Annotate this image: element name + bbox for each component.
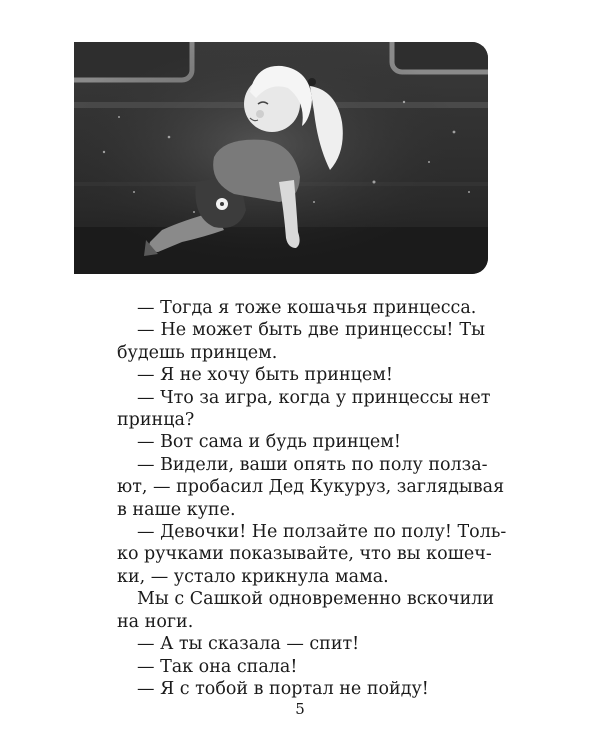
text-line: — Я не хочу быть принцем! (137, 365, 393, 386)
text-line: ют, — пробасил Дед Кукуруз, заглядывая (117, 477, 505, 498)
page-number: 5 (295, 700, 305, 718)
text-line: — Вот сама и будь принцем! (137, 432, 401, 453)
text-line: ки, — устало крикнула мама. (117, 566, 389, 587)
story-text (117, 297, 507, 700)
text-line: — Девочки! Не ползайте по полу! Толь- (137, 522, 507, 543)
text-line: — Видели, ваши опять по полу полза- (137, 454, 488, 475)
text-line: на ноги. (117, 611, 194, 632)
text-line: Мы с Сашкой одновременно вскочили (137, 589, 495, 610)
text-line: — Что за игра, когда у принцессы нет (137, 387, 491, 408)
text-line: — А ты сказала — спит! (137, 634, 360, 655)
train-girl-illustration (74, 42, 488, 274)
text-line: — Тогда я тоже кошачья принцесса. (137, 298, 477, 318)
text-line: — Так она спала! (137, 656, 298, 677)
illustration (74, 42, 488, 274)
text-line: — Я с тобой в портал не пойду! (137, 678, 429, 699)
text-line: будешь принцем. (117, 342, 278, 363)
text-line: — Не может быть две принцессы! Ты (137, 320, 485, 341)
text-line: принца? (117, 410, 195, 431)
text-line: в наше купе. (117, 499, 236, 520)
text-line: ко ручками показывайте, что вы кошеч- (117, 544, 492, 565)
